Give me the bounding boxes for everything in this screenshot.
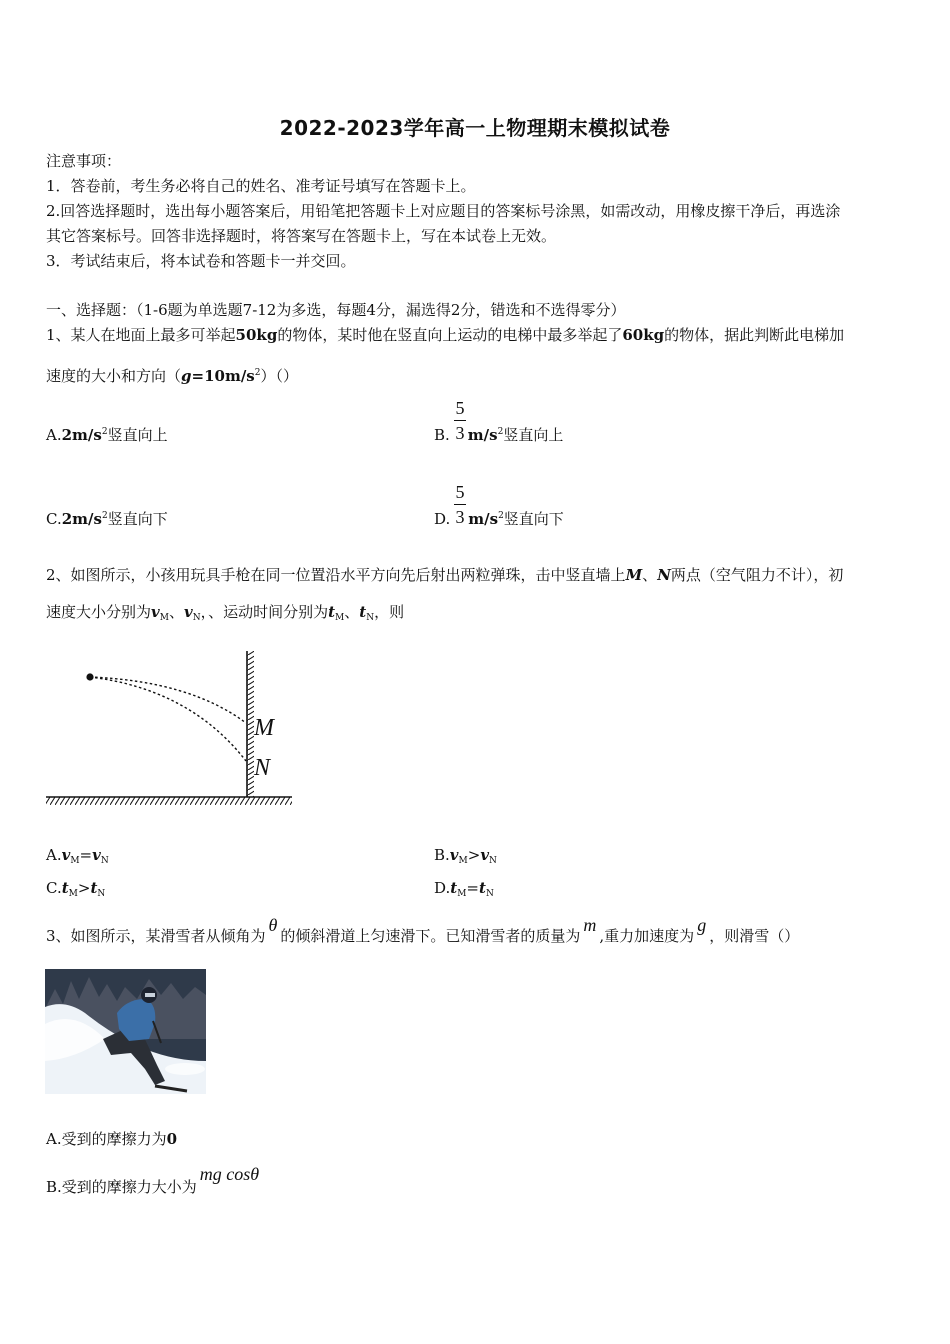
- q1-option-d-label: D.: [434, 510, 451, 528]
- notice-item-3: 3．考试结束后，将本试卷和答题卡一并交回。: [46, 252, 356, 270]
- skier-goggles: [145, 993, 155, 997]
- q3-theta: θ: [268, 915, 278, 935]
- q2-option-a-rel: =: [79, 846, 93, 864]
- q1-option-d-denominator: 3: [455, 507, 465, 527]
- q2-option-a-v1: v: [61, 846, 71, 864]
- q1-option-d-exp: 2: [498, 511, 504, 521]
- q1-mass-2: 60kg: [622, 326, 665, 344]
- q1-option-c-dir: 竖直向下: [107, 510, 168, 528]
- q1-option-d-numerator: 5: [455, 482, 465, 502]
- q2-option-c-sub1: M: [68, 889, 78, 899]
- q2-option-c-t2: t: [90, 879, 98, 897]
- q2-option-a[interactable]: [46, 843, 109, 874]
- q3-option-b-text: B.受到的摩擦力大小为: [46, 1178, 197, 1196]
- notice-heading: 注意事项：: [46, 152, 122, 170]
- q2-option-d-sub1: M: [457, 889, 467, 899]
- q2-option-d-sub2: N: [485, 889, 494, 899]
- q1-option-b-numerator: 5: [455, 398, 465, 418]
- q2-option-b-sub2: N: [489, 856, 497, 866]
- wall-hatching: [247, 651, 254, 797]
- q3-option-b-math: mg cosθ: [199, 1164, 260, 1184]
- q2-text-c: 速度大小分别为: [46, 603, 152, 621]
- q2-sep: 、: [642, 566, 658, 584]
- q1-option-b-denominator: 3: [455, 423, 465, 443]
- label-n: N: [254, 755, 271, 781]
- q2-option-a-v2: v: [92, 846, 101, 864]
- q1-option-c[interactable]: [46, 504, 168, 532]
- q2-option-b[interactable]: [434, 843, 497, 874]
- notice-item-2b: 其它答案标号。回答非选择题时，将答案写在答题卡上，写在本试卷上无效。: [46, 227, 557, 245]
- q2-option-b-v1: v: [449, 846, 459, 864]
- q2-t-symbol: t: [328, 603, 336, 621]
- q1-option-b-exp: 2: [497, 427, 504, 437]
- q2-text-d: ，、运动时间分别为: [200, 603, 329, 621]
- notice-item-2a: 2.回答选择题时，选出每小题答案后，用铅笔把答题卡上对应题目的答案标号涂黑，如需改动，用橡皮擦干净后，再选涂: [46, 202, 841, 220]
- q3-line: [46, 915, 800, 949]
- q1-option-b-label: B.: [434, 426, 450, 444]
- trajectory-m: [90, 677, 246, 723]
- q2-option-d-rel: =: [466, 879, 479, 897]
- q2-text-e: ，则: [374, 603, 405, 621]
- q2-option-c-t1: t: [61, 879, 69, 897]
- q2-v-sub-n: N: [192, 613, 201, 623]
- q2-option-c[interactable]: [46, 876, 105, 907]
- section-heading: 一、选择题：（1-6题为单选题7-12为多选，每题4分，漏选得2分，错选和不选得零分）: [46, 301, 626, 319]
- q1-option-c-value: 2m/s: [61, 510, 102, 528]
- ground-hatching: [46, 797, 292, 805]
- q3-text-d: ，则滑雪（）: [709, 927, 800, 945]
- q1-text-c: 的物体，据此判断此电梯加: [664, 326, 845, 344]
- q2-t-sub-n: N: [366, 613, 375, 623]
- q1-text-d: 速度的大小和方向（: [46, 367, 182, 385]
- q3-option-b[interactable]: [46, 1164, 260, 1200]
- q1-option-a-value: 2m/s: [61, 426, 102, 444]
- q2-option-a-label: A.: [46, 846, 62, 864]
- q1-text-e: ）（）: [260, 367, 299, 385]
- q2-point-m: M: [625, 566, 643, 584]
- q2-option-d-label: D.: [434, 879, 451, 897]
- q2-text-b: 两点（空气阻力不计），初: [670, 566, 844, 584]
- q2-v-symbol: v: [151, 603, 160, 621]
- q2-option-c-rel: >: [77, 879, 91, 897]
- q2-t-symbol-2: t: [359, 603, 367, 621]
- q2-t-sub-m: M: [335, 613, 345, 623]
- q3-option-a[interactable]: [46, 1127, 177, 1152]
- q2-point-n: N: [657, 566, 671, 584]
- q1-text-b: 的物体，某时他在竖直向上运动的电梯中最多举起了: [277, 326, 623, 344]
- q1-g-exp: 2: [254, 368, 261, 378]
- notice-item-1: 1．答卷前，考生务必将自己的姓名、准考证号填写在答题卡上。: [46, 177, 476, 195]
- q2-comma-1: 、: [168, 603, 184, 621]
- q2-option-d-t1: t: [450, 879, 458, 897]
- q2-v-sub-m: M: [159, 613, 169, 623]
- q1-option-a[interactable]: [46, 420, 168, 448]
- q3-option-a-text: A.受到的摩擦力为: [46, 1130, 167, 1148]
- q1-mass-1: 50kg: [235, 326, 278, 344]
- q1-option-b-unit: m/s: [467, 426, 498, 444]
- q1-option-a-dir: 竖直向上: [107, 426, 168, 444]
- q1-line-2: [46, 361, 298, 389]
- q3-g-symbol: g: [697, 915, 707, 935]
- q2-option-b-v2: v: [480, 846, 490, 864]
- q3-option-a-zero: 0: [166, 1130, 178, 1148]
- q2-option-b-sub1: M: [458, 856, 468, 866]
- q2-option-a-sub2: N: [100, 856, 109, 866]
- q1-option-a-label: A.: [46, 426, 62, 444]
- q2-option-c-label: C.: [46, 879, 62, 897]
- q2-v-symbol-2: v: [183, 603, 193, 621]
- q2-line-2: [46, 600, 404, 631]
- q1-g-value: =10m/s: [191, 367, 255, 385]
- q1-option-c-label: C.: [46, 510, 62, 528]
- q2-option-b-label: B.: [434, 846, 450, 864]
- q2-line-1: [46, 563, 843, 588]
- q2-option-a-sub1: M: [70, 856, 80, 866]
- q1-line-1: [46, 323, 844, 348]
- q1-option-b-fraction-bar: [454, 420, 466, 421]
- q1-option-b-dir: 竖直向上: [503, 426, 564, 444]
- q3-mass-symbol: m: [583, 915, 597, 935]
- q1-option-a-exp: 2: [101, 427, 108, 437]
- q2-option-d[interactable]: [434, 876, 494, 907]
- skier-photo: [45, 969, 206, 1094]
- q2-comma-2: 、: [344, 603, 360, 621]
- q1-option-d-unit: m/s: [468, 510, 499, 528]
- page-title: 2022-2023学年高一上物理期末模拟试卷: [279, 116, 671, 140]
- q1-option-c-exp: 2: [101, 511, 108, 521]
- label-m: M: [254, 715, 274, 741]
- q3-text-b: 的倾斜滑道上匀速滑下。已知滑雪者的质量为: [280, 927, 581, 945]
- q3-text-c: ,重力加速度为: [599, 927, 695, 945]
- q1-option-d-dir: 竖直向下: [503, 510, 564, 528]
- q2-text-a: 2、如图所示，小孩用玩具手枪在同一位置沿水平方向先后射出两粒弹珠，击中竖直墙上: [46, 566, 626, 584]
- snow-splash: [165, 1063, 205, 1075]
- q2-option-c-sub2: N: [97, 889, 106, 899]
- q2-option-b-rel: >: [467, 846, 481, 864]
- q1-g-symbol: g: [181, 367, 192, 385]
- trajectory-n: [90, 677, 246, 761]
- q1-option-d-fraction-bar: [454, 504, 466, 505]
- q2-projectile-diagram: [40, 645, 300, 810]
- q1-text-a: 1、某人在地面上最多可举起: [46, 326, 236, 344]
- q3-text-a: 3、如图所示，某滑雪者从倾角为: [46, 927, 266, 945]
- q2-option-d-t2: t: [479, 879, 486, 897]
